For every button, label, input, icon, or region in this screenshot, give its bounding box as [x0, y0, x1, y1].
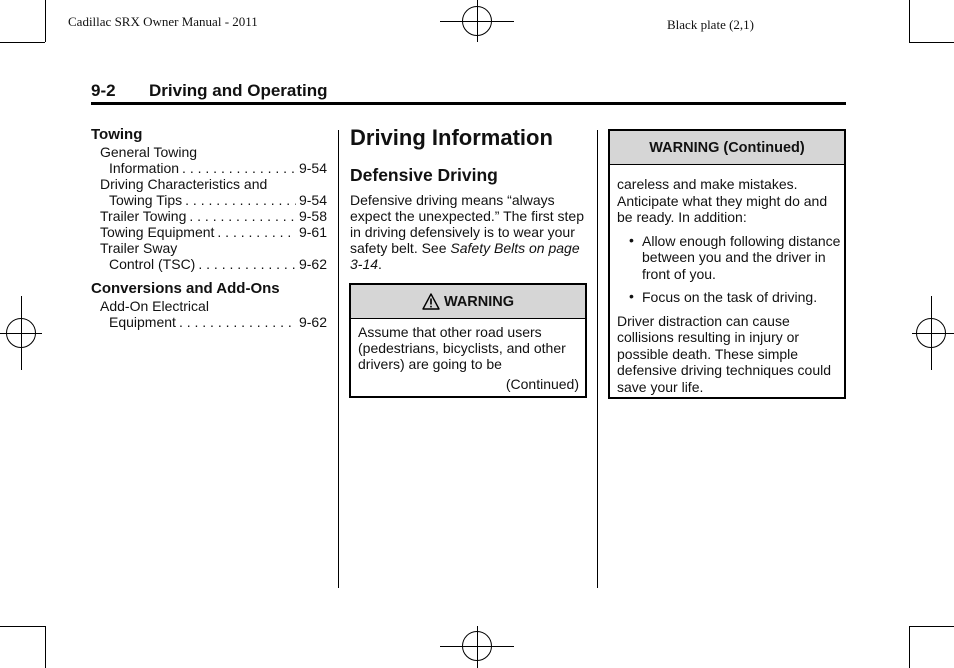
toc-entry[interactable]: Towing Equipment . . . 9-61	[91, 224, 327, 240]
registration-mark	[462, 6, 492, 36]
continued-note: (Continued)	[505, 376, 579, 392]
warning-continued-content	[617, 176, 841, 395]
registration-mark	[6, 318, 36, 348]
toc-section-title: Conversions and Add-Ons	[91, 280, 280, 297]
toc-page-ref: 9-62	[298, 314, 327, 330]
list-item: • Allow enough following distance between you and the driver in front of you.	[629, 231, 841, 282]
print-header-right: Black plate (2,1)	[667, 17, 754, 32]
registration-mark	[462, 631, 492, 661]
bullet-icon: •	[629, 288, 634, 304]
toc-page-ref: 9-62	[298, 256, 327, 272]
warning-continued-header: WARNING (Continued)	[610, 131, 844, 165]
list-item: • Focus on the task of driving.	[629, 288, 818, 305]
toc-page-ref: 9-61	[298, 224, 327, 240]
main-heading: Driving Information	[350, 125, 553, 150]
crop-mark	[45, 0, 46, 42]
bullet-icon: •	[629, 231, 634, 248]
page-number: 9-2	[91, 81, 116, 100]
toc-entry[interactable]: Trailer Towing . . . 9-58	[91, 208, 327, 224]
page-header	[91, 80, 846, 105]
toc-entry-line: Driving Characteristics and	[100, 176, 268, 192]
cross-reference-link[interactable]: Safety Belts on page 3-14	[350, 240, 580, 272]
crop-mark	[909, 0, 910, 42]
crop-mark	[909, 42, 954, 43]
crop-mark	[909, 626, 910, 668]
warning-header	[351, 285, 585, 319]
crop-mark	[0, 42, 45, 43]
warning-continued-box	[608, 129, 846, 399]
body-paragraph: Defensive driving means “always expect the unexpected.” The first step in driving defensively is to wear your safety belt. See Safety Belts on page 3-14.	[350, 192, 584, 272]
toc-entry[interactable]: Towing Tips . . . 9-54	[91, 192, 327, 208]
toc-entry-line: General Towing	[100, 144, 198, 160]
warning-box	[349, 283, 587, 398]
column-divider	[338, 130, 339, 588]
warning-triangle-icon	[422, 293, 440, 310]
crop-mark	[45, 626, 46, 668]
warning-outro: Driver distraction can cause collisions resulting in injury or possible death. These simple defensive driving techniques could save your life.	[617, 312, 832, 395]
toc-entry-line: Trailer Sway	[100, 240, 178, 256]
crop-mark	[0, 626, 45, 627]
table-of-contents	[91, 127, 327, 330]
toc-page-ref: 9-54	[298, 160, 327, 176]
toc-entry[interactable]: Information . . . 9-54	[91, 160, 327, 176]
toc-section-title: Towing	[91, 126, 143, 143]
warning-label: WARNING	[443, 293, 515, 310]
toc-entry-line: Add-On Electrical	[100, 298, 209, 314]
bullet-list	[617, 233, 841, 306]
registration-mark	[916, 318, 946, 348]
section-title: Driving and Operating	[149, 81, 328, 100]
warning-text: Assume that other road users (pedestrians, bicyclists, and other drivers) are going to be	[358, 324, 566, 372]
crop-mark	[909, 626, 954, 627]
column-divider	[597, 130, 598, 588]
toc-page-ref: 9-54	[298, 192, 327, 208]
sub-heading: Defensive Driving	[350, 165, 498, 185]
toc-entry[interactable]: Equipment . . . 9-62	[91, 314, 327, 330]
toc-entry[interactable]: Control (TSC) . . . 9-62	[91, 256, 327, 272]
warning-intro: careless and make mistakes. Anticipate what they might do and be ready. In addition:	[617, 176, 828, 225]
print-header-left: Cadillac SRX Owner Manual - 2011	[68, 14, 258, 29]
toc-page-ref: 9-58	[298, 208, 327, 224]
